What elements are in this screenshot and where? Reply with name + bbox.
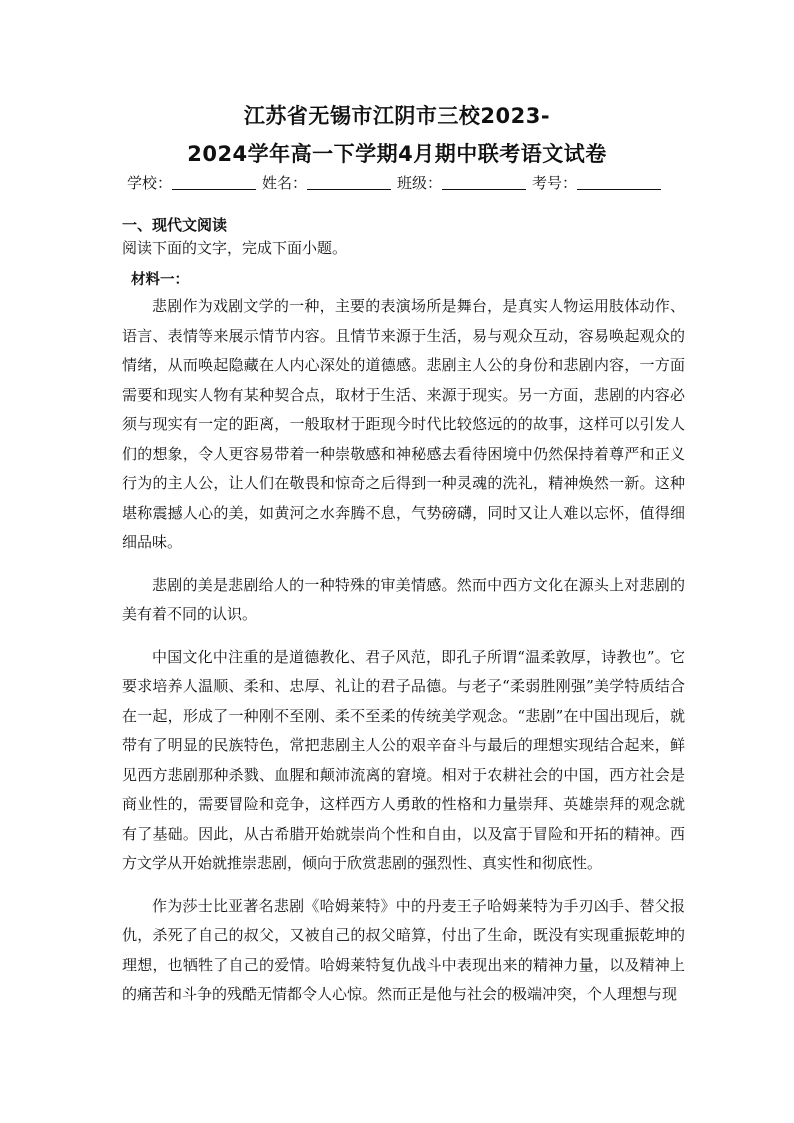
exam-title-line-2: 2024学年高一下学期4月期中联考语文试卷 bbox=[187, 142, 607, 166]
class-label: 班级： bbox=[397, 174, 443, 192]
class-blank[interactable] bbox=[442, 175, 526, 190]
exam-number-label: 考号： bbox=[532, 174, 578, 192]
exam-number-blank[interactable] bbox=[577, 175, 661, 190]
section-heading: 一、现代文阅读 bbox=[122, 216, 228, 234]
name-blank[interactable] bbox=[307, 175, 391, 190]
reading-instruction: 阅读下面的文字，完成下面小题。 bbox=[122, 239, 348, 257]
passage-paragraph: 中国文化中注重的是道德教化、君子风范，即孔子所谓“温柔敦厚，诗教也”。它要求培养人温顺、柔和、忠厚、礼让的君子品德。与老子“柔弱胜刚强”美学特质结合在一起，形成了一种刚不至刚、柔不至柔的传统美学观念。“悲剧”在中国出现后，就带有了明显的民族特色，常把悲剧主人公的艰辛奋斗与最后的理想实现结合起来，鲜见西方悲剧那种杀戮、血腥和颠沛流离的窘境。相对于农耕社会的中国，西方社会是商业性的，需要冒险和竞争，这样西方人勇敢的性格和力量崇拜、英雄崇拜的观念就有了基础。因此，从古希腊开始就崇尚个性和自由，以及富于冒险和开拓的精神。西方文学从开始就推崇悲剧，倾向于欣赏悲剧的强烈性、真实性和彻底性。 bbox=[122, 647, 685, 872]
student-info-row bbox=[0, 172, 794, 193]
school-label: 学校： bbox=[126, 174, 172, 192]
exam-title-line-1: 江苏省无锡市江阴市三校2023- bbox=[243, 104, 551, 128]
name-label: 姓名： bbox=[261, 174, 307, 192]
passage-body bbox=[122, 292, 685, 1023]
passage-paragraph: 作为莎士比亚著名悲剧《哈姆莱特》中的丹麦王子哈姆莱特为手刃凶手、替父报仇，杀死了自己的叔父，又被自己的叔父暗算，付出了生命，既没有实现重振乾坤的理想，也牺牲了自己的爱情。哈姆莱特复仇战斗中表现出来的精神力量，以及精神上的痛苦和斗争的残酷无情都令人心惊。然而正是他与社会的极端冲突，个人理想与现 bbox=[122, 896, 685, 1003]
passage-paragraph: 悲剧的美是悲剧给人的一种特殊的审美情感。然而中西方文化在源头上对悲剧的美有着不同的认识。 bbox=[122, 575, 685, 623]
school-blank[interactable] bbox=[172, 175, 256, 190]
material-label: 材料一： bbox=[131, 271, 189, 288]
passage-paragraph: 悲剧作为戏剧文学的一种，主要的表演场所是舞台，是真实人物运用肢体动作、语言、表情等来展示情节内容。且情节来源于生活，易与观众互动，容易唤起观众的情绪，从而唤起隐藏在人内心深处的道德感。悲剧主人公的身份和悲剧内容，一方面需要和现实人物有某种契合点，取材于生活、来源于现实。另一方面，悲剧的内容必须与现实有一定的距离，一般取材于距现今时代比较悠远的的故事，这样可以引发人们的想象，令人更容易带着一种崇敬感和神秘感去看待困境中仍然保持着尊严和正义行为的主人公，让人们在敬畏和惊奇之后得到一种灵魂的洗礼，精神焕然一新。这种堪称震撼人心的美，如黄河之水奔腾不息，气势磅礴，同时又让人难以忘怀，值得细细品味。 bbox=[122, 297, 685, 551]
